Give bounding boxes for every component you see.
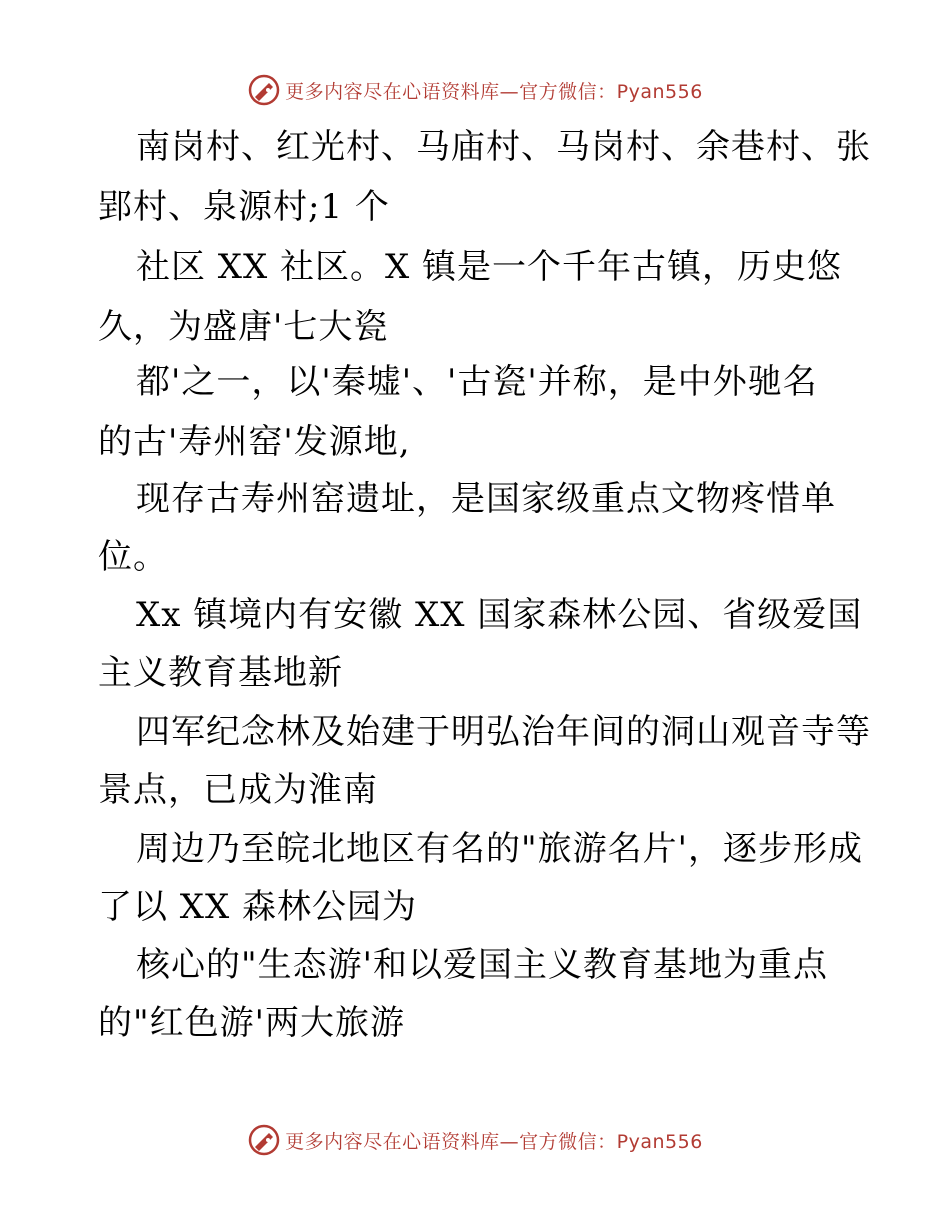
text-line: 的"红色游'两大旅游 — [98, 1003, 405, 1043]
text-line: 四军纪念林及始建于明弘治年间的洞山观音寺等 — [136, 712, 871, 752]
text-line: 景点，已成为淮南 — [98, 770, 378, 810]
footer-watermark — [0, 1120, 950, 1160]
text-line: 主义教育基地新 — [98, 653, 343, 693]
pen-logo-icon — [247, 1123, 281, 1157]
text-line: 郢村、泉源村;1 个 — [98, 187, 390, 227]
text-line: 南岗村、红光村、马庙村、马岗村、余巷村、张 — [136, 127, 871, 167]
text-line: 都'之一，以'秦墟'、'古瓷'并称，是中外驰名 — [136, 362, 818, 402]
text-line: 的古'寿州窑'发源地, — [98, 422, 411, 462]
text-line: 社区 XX 社区。X 镇是一个千年古镇，历史悠 — [136, 247, 843, 287]
text-line: 核心的"生态游'和以爱国主义教育基地为重点 — [136, 945, 828, 985]
header-banner-text: 更多内容尽在心语资料库—官方微信：Pyan556 — [285, 80, 703, 103]
text-line: 位。 — [98, 537, 168, 577]
text-line: Xx 镇境内有安徽 XX 国家森林公园、省级爱国 — [136, 595, 863, 635]
text-line: 周边乃至皖北地区有名的"旅游名片'，逐步形成 — [136, 829, 863, 869]
footer-banner-text: 更多内容尽在心语资料库—官方微信：Pyan556 — [285, 1130, 703, 1153]
text-line: 了以 XX 森林公园为 — [98, 887, 418, 927]
text-line: 现存古寿州窑遗址，是国家级重点文物疼惜单 — [136, 479, 836, 519]
text-line: 久，为盛唐'七大瓷 — [98, 307, 389, 347]
